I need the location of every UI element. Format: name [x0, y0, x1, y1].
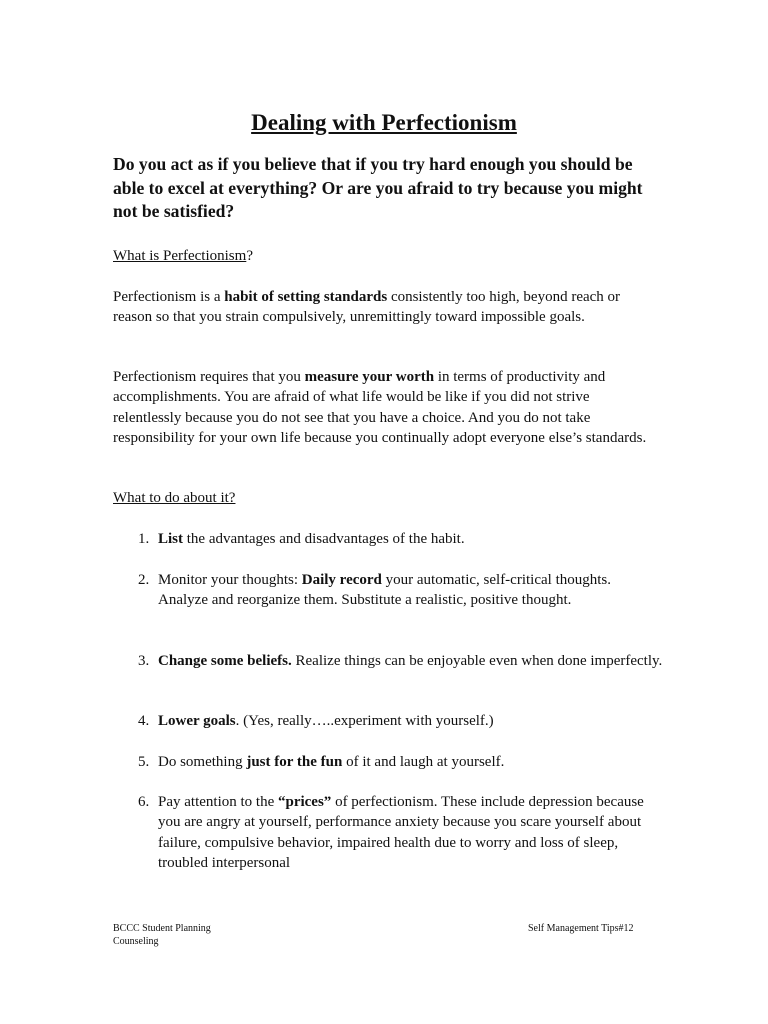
- list-item-text-end: your automatic, self-critical thoughts. Analyze and reorganize them. Substitute a realistic, positive thought.: [158, 572, 611, 609]
- list-item-bold: List: [158, 531, 184, 547]
- list-item-bold: “prices”: [277, 794, 332, 810]
- list-item-text-end: Realize things can be enjoyable even when done imperfectly.: [291, 653, 663, 669]
- list-item-number: 3.: [138, 653, 150, 669]
- section-heading-what-to-do-text: What to do about it?: [113, 490, 236, 506]
- definition-text-end: consistently too high, beyond reach or reason so that you strain compulsively, unremittingly toward impossible goals.: [113, 289, 621, 326]
- worth-bold-phrase: measure your worth: [304, 369, 435, 385]
- definition-bold-phrase: habit of setting standards: [224, 289, 388, 305]
- section-heading-what-is: [113, 246, 253, 266]
- list-item-number: 4.: [138, 713, 150, 729]
- list-item-number: 1.: [138, 531, 150, 547]
- list-item-number: 6.: [138, 794, 150, 810]
- section-heading-what-to-do: [113, 488, 235, 508]
- list-item-text-end: of perfectionism. These include depression because you are angry at yourself, performance anxiety because you scare yourself about failure, compulsive behavior, impaired health due to worry and loss of sleep, troubled interpersonal: [158, 794, 644, 871]
- list-item-bold: Daily record: [301, 572, 382, 588]
- footer-left: [113, 923, 313, 948]
- list-item-6: [113, 792, 663, 873]
- list-item-text-end: . (Yes, really…..experiment with yourself.): [235, 713, 494, 729]
- footer-right: Self Management Tips#12: [528, 923, 634, 934]
- list-item-3: [113, 651, 663, 671]
- list-item-text-end: the advantages and disadvantages of the habit.: [183, 531, 465, 547]
- list-item-number: 5.: [138, 754, 150, 770]
- definition-paragraph: [113, 287, 661, 328]
- list-item-bold: just for the fun: [246, 754, 343, 770]
- document-title: Dealing with Perfectionism: [251, 110, 517, 135]
- list-item-5: [113, 752, 663, 772]
- footer-org: BCCC Student Planning: [113, 923, 211, 934]
- list-item-bold: Change some beliefs.: [158, 653, 292, 669]
- worth-text-end: in terms of productivity and accomplishments. You are afraid of what life would be like if you did not strive relentlessly because you do not see that you have a choice. And you do not take responsibility for your own life because you continually adopt everyone else’s standards.: [113, 369, 647, 446]
- intro-question: Do you act as if you believe that if you try hard enough you should be able to excel at everything? Or are you afraid to try because you might not be satisfied?: [113, 154, 643, 221]
- worth-paragraph: [113, 367, 661, 448]
- list-item-number: 2.: [138, 572, 150, 588]
- definition-text-start: Perfectionism is a: [113, 289, 225, 305]
- list-item-bold: Lower goals: [158, 713, 236, 729]
- list-item-text-end: of it and laugh at yourself.: [342, 754, 505, 770]
- list-item-4: [113, 711, 663, 731]
- list-item-text-start: Monitor your thoughts:: [158, 572, 302, 588]
- list-item-text-start: Pay attention to the: [158, 794, 278, 810]
- section-heading-what-is-suffix: ?: [246, 248, 253, 264]
- footer-dept: Counseling: [113, 935, 159, 947]
- worth-text-start: Perfectionism requires that you: [113, 369, 305, 385]
- list-item-1: [113, 529, 663, 549]
- list-item-text-start: Do something: [158, 754, 247, 770]
- list-item-2: [113, 570, 663, 611]
- section-heading-what-is-text: What is Perfectionism: [113, 248, 247, 264]
